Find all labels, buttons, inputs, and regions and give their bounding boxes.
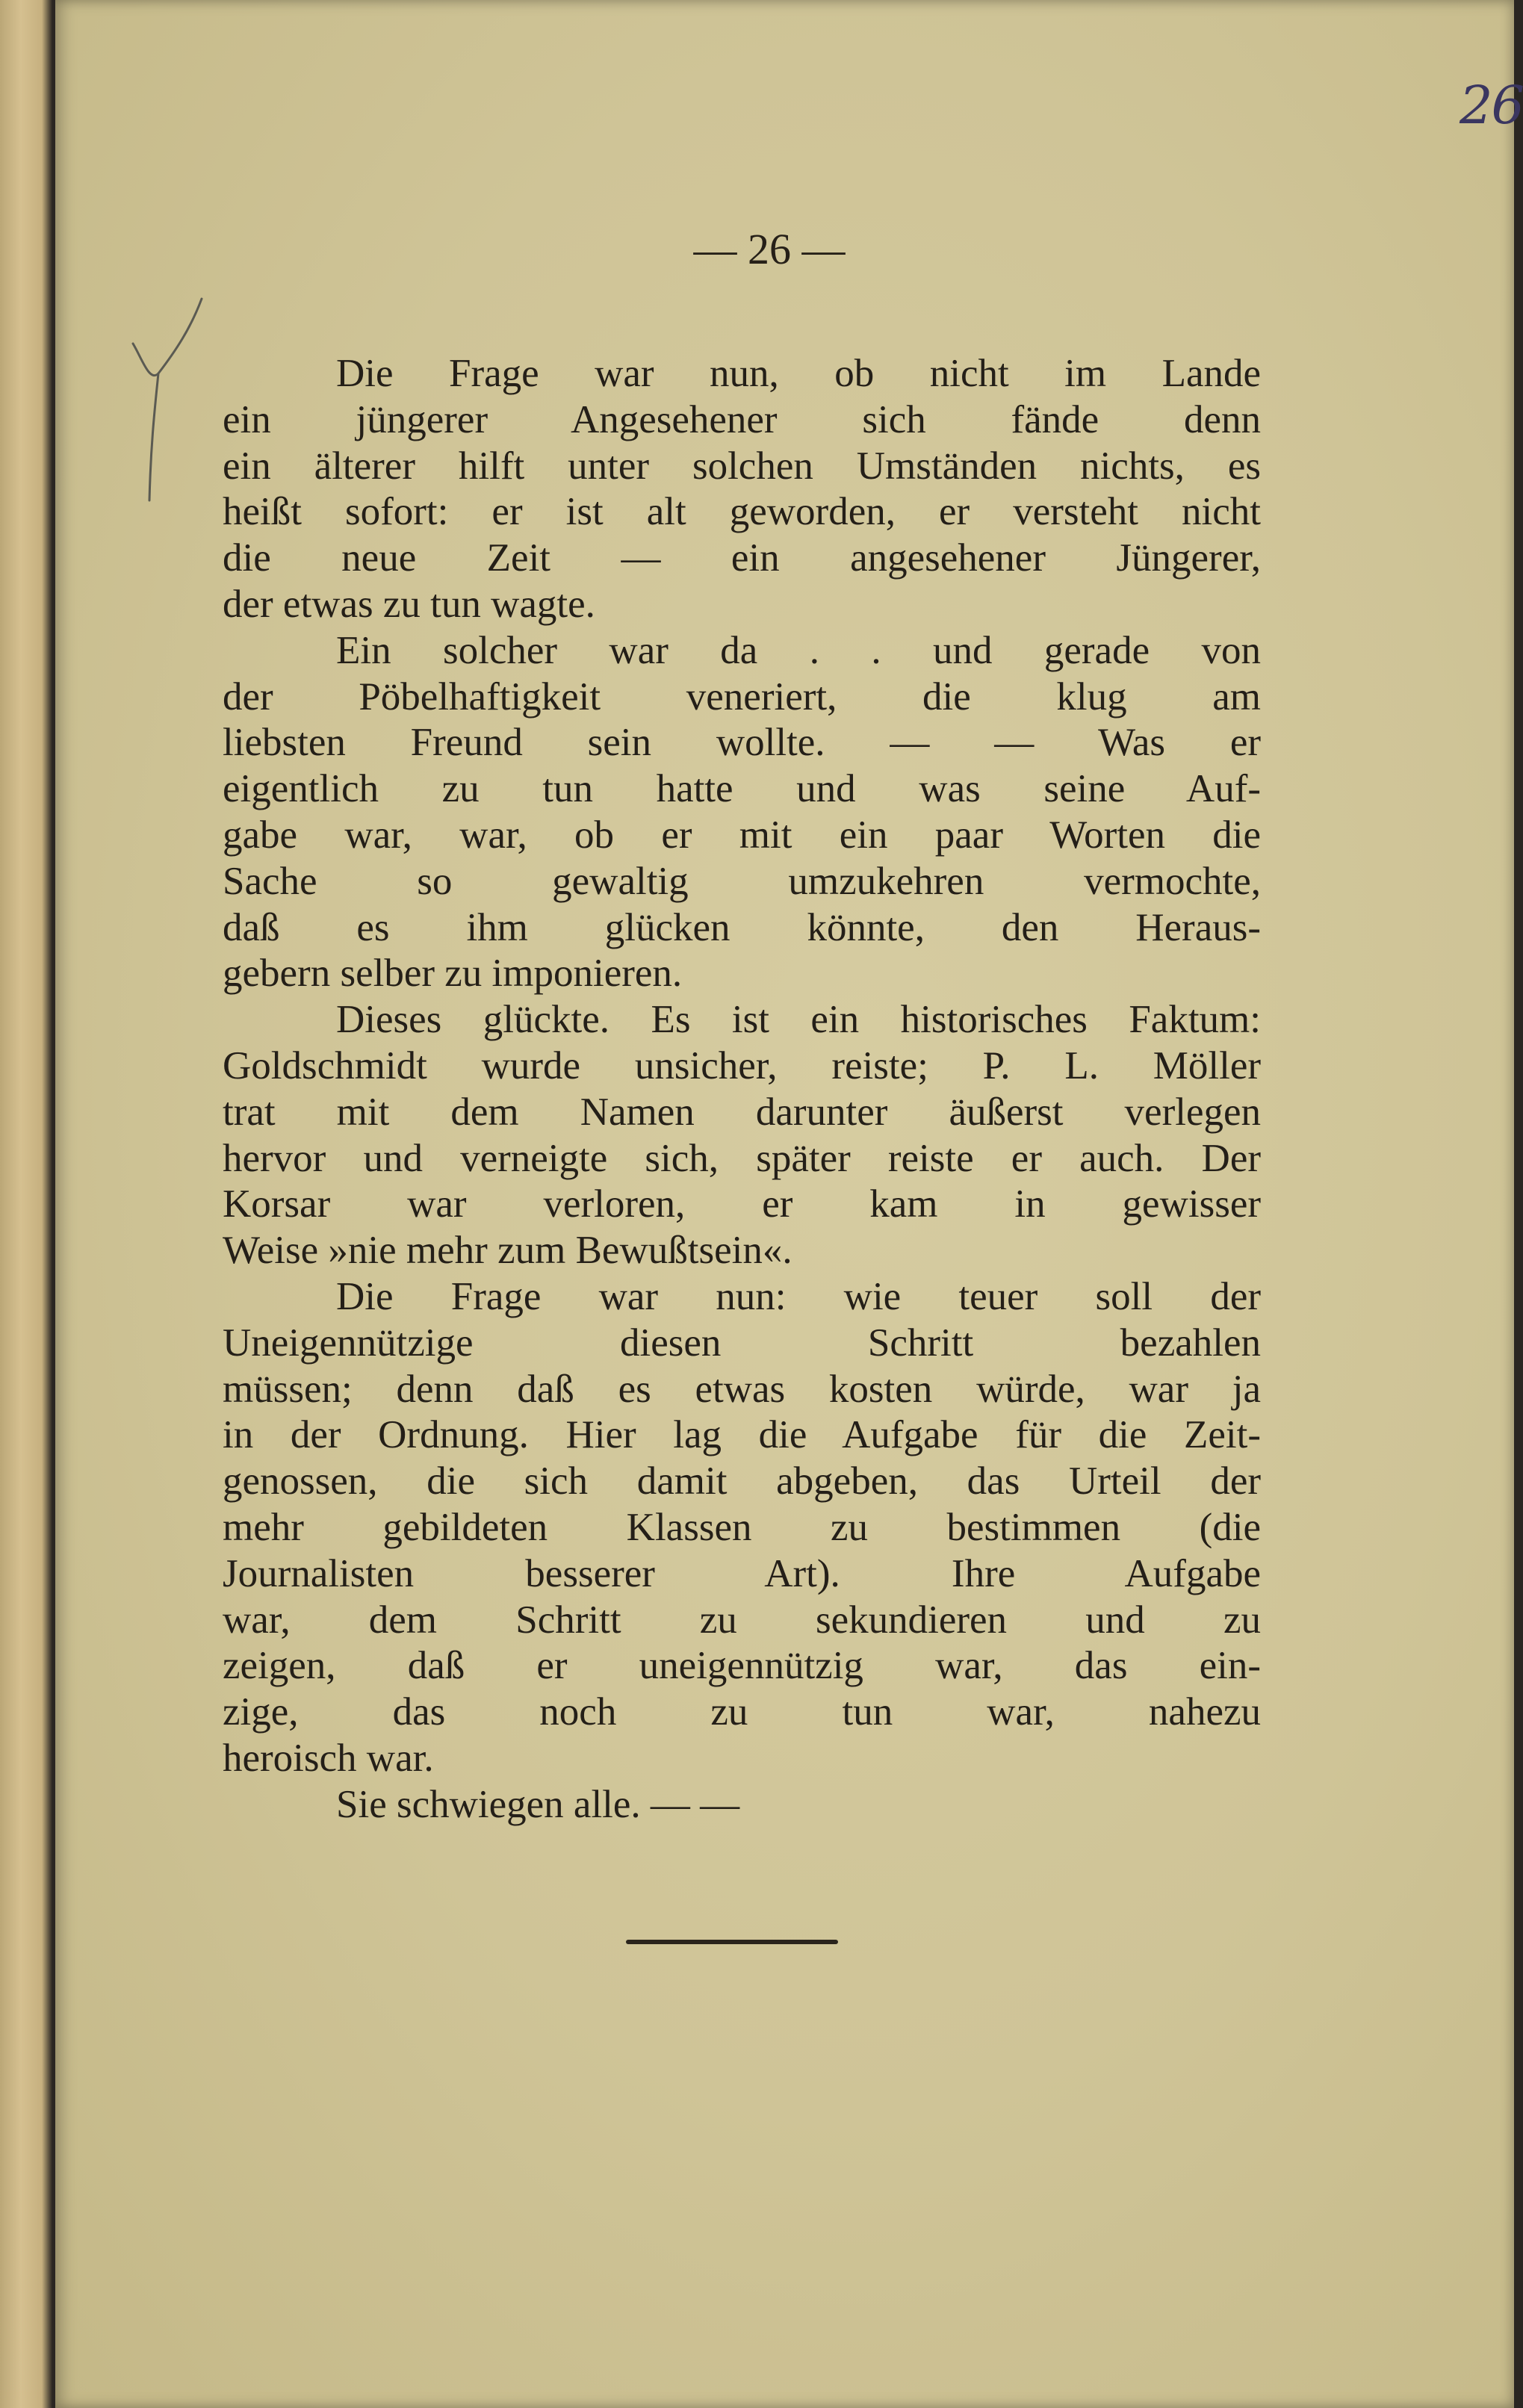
text-line: Sie schwiegen alle. — — [336,1782,740,1826]
text-line: der etwas zu tun wagte. [223,582,595,626]
text-line: ein älterer hilft unter solchen Umständen nichts, es [223,444,1261,488]
text-line: hervor und verneigte sich, später reiste er auch. Der [223,1136,1261,1180]
handwritten-archive-number: 26 [1460,75,1523,136]
text-line: Die Frage war nun, ob nicht im Lande [336,352,1261,395]
left-page-edge [0,0,52,2408]
text-line: liebsten Freund sein wollte. — — Was er [223,721,1261,765]
text-line: trat mit dem Namen darunter äußerst verlegen [223,1090,1261,1134]
text-line: in der Ordnung. Hier lag die Aufgabe für die Zeit- [223,1413,1261,1457]
text-line: Ein solcher war da . . und gerade von [336,628,1261,672]
text-line: war, dem Schritt zu sekundieren und zu [223,1598,1261,1642]
text-line: Dieses glückte. Es ist ein historisches Faktum: [336,998,1261,1042]
text-line: Korsar war verloren, er kam in gewisser [223,1182,1261,1226]
text-line: Goldschmidt wurde unsicher, reiste; P. L. Möller [223,1043,1261,1087]
text-line: genossen, die sich damit abgeben, das Urteil der [223,1459,1261,1504]
text-line: Die Frage war nun: wie teuer soll der [336,1274,1261,1318]
body-text [223,351,1261,1828]
text-line: zeigen, daß er uneigennützig war, das ein- [223,1644,1261,1688]
text-line: ein jüngerer Angesehener sich fände denn [223,397,1261,441]
text-line: heroisch war. [223,1736,434,1780]
text-line: gabe war, war, ob er mit ein paar Worten die [223,813,1261,857]
text-line: Uneigennützige diesen Schritt bezahlen [223,1321,1261,1365]
text-line: der Pöbelhaftigkeit veneriert, die klug am [223,674,1261,719]
text-line: daß es ihm glücken könnte, den Heraus- [223,905,1261,949]
text-line: müssen; denn daß es etwas kosten würde, war ja [223,1367,1261,1411]
text-line: Weise »nie mehr zum Bewußtsein«. [223,1229,792,1273]
text-line: heißt sofort: er ist alt geworden, er versteht nicht [223,490,1261,534]
text-line: die neue Zeit — ein angesehener Jüngerer, [223,536,1261,580]
text-line: mehr gebildeten Klassen zu bestimmen (die [223,1505,1261,1549]
text-line: Journalisten besserer Art). Ihre Aufgabe [223,1551,1261,1595]
pencil-margin-mark [112,291,232,515]
page-number: — 26 — [693,225,846,273]
text-line: gebern selber zu imponieren. [223,952,683,996]
text-line: zige, das noch zu tun war, nahezu [223,1690,1261,1734]
text-line: Sache so gewaltig umzukehren vermochte, [223,859,1261,903]
text-line: eigentlich zu tun hatte und was seine Auf- [223,767,1261,811]
closing-rule [626,1940,838,1944]
